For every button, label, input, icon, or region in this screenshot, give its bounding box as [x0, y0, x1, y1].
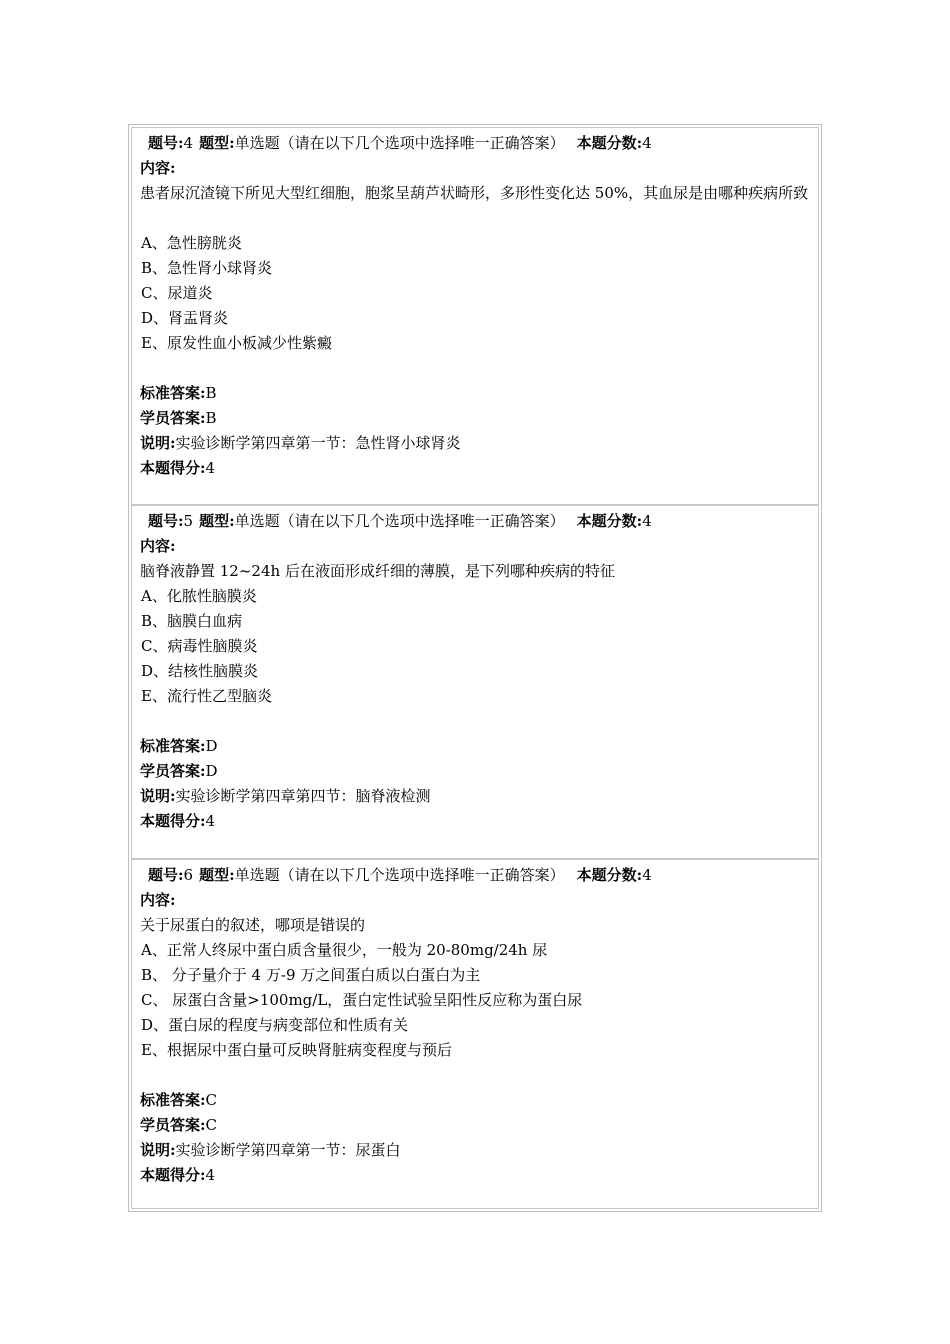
standard-answer: 标准答案:B — [140, 384, 217, 402]
explanation: 说明:实验诊断学第四章第一节：尿蛋白 — [140, 1141, 401, 1159]
option-c: C、 尿蛋白含量>100mg/L，蛋白定性试验呈阳性反应称为蛋白尿 — [141, 991, 583, 1009]
question-score: 4 — [642, 512, 652, 530]
question-content: 关于尿蛋白的叙述，哪项是错误的 — [140, 916, 366, 934]
content-label: 内容: — [140, 537, 176, 555]
question-number: 5 — [183, 512, 194, 530]
question-header: 题号:5 题型:单选题（请在以下几个选项中选择唯一正确答案） 本题分数:4 — [148, 512, 652, 530]
score-received: 本题得分:4 — [140, 459, 216, 477]
standard-answer: 标准答案:D — [140, 737, 218, 755]
option-b: B、脑膜白血病 — [141, 612, 243, 630]
question-panel — [131, 859, 819, 1209]
question-type: 单选题（请在以下几个选项中选择唯一正确答案） — [234, 134, 565, 152]
option-a: A、正常人终尿中蛋白质含量很少，一般为 20-80mg/24h 尿 — [141, 941, 548, 959]
content-label: 内容: — [140, 159, 176, 177]
option-a: A、化脓性脑膜炎 — [141, 587, 257, 605]
student-answer: 学员答案:B — [140, 409, 217, 427]
student-answer: 学员答案:D — [140, 762, 218, 780]
option-e: E、原发性血小板减少性紫癜 — [141, 334, 332, 352]
explanation: 说明:实验诊断学第四章第四节：脑脊液检测 — [140, 787, 431, 805]
question-type: 单选题（请在以下几个选项中选择唯一正确答案） — [234, 512, 565, 530]
question-number: 6 — [183, 866, 194, 884]
option-e: E、流行性乙型脑炎 — [141, 687, 272, 705]
option-c: C、尿道炎 — [141, 284, 213, 302]
question-number: 4 — [183, 134, 194, 152]
option-d: D、结核性脑膜炎 — [141, 662, 259, 680]
question-content: 脑脊液静置 12~24h 后在液面形成纤细的薄膜，是下列哪种疾病的特征 — [140, 562, 615, 580]
explanation: 说明:实验诊断学第四章第一节：急性肾小球肾炎 — [140, 434, 461, 452]
exam-results-table — [128, 124, 822, 1212]
option-b: B、 分子量介于 4 万-9 万之间蛋白质以白蛋白为主 — [141, 966, 481, 984]
standard-answer: 标准答案:C — [140, 1091, 218, 1109]
option-c: C、病毒性脑膜炎 — [141, 637, 258, 655]
student-answer: 学员答案:C — [140, 1116, 218, 1134]
question-score: 4 — [642, 866, 652, 884]
question-content: 患者尿沉渣镜下所见大型红细胞，胞浆呈葫芦状畸形，多形性变化达 50%，其血尿是由哪种疾病所致 — [140, 184, 809, 202]
question-header: 题号:6 题型:单选题（请在以下几个选项中选择唯一正确答案） 本题分数:4 — [148, 866, 652, 884]
option-d: D、蛋白尿的程度与病变部位和性质有关 — [141, 1016, 409, 1034]
option-d: D、肾盂肾炎 — [141, 309, 229, 327]
content-label: 内容: — [140, 891, 176, 909]
question-header: 题号:4 题型:单选题（请在以下几个选项中选择唯一正确答案） 本题分数:4 — [148, 134, 652, 152]
option-b: B、急性肾小球肾炎 — [141, 259, 273, 277]
question-type: 单选题（请在以下几个选项中选择唯一正确答案） — [234, 866, 565, 884]
option-a: A、急性膀胱炎 — [141, 234, 242, 252]
question-panel — [131, 127, 819, 505]
question-score: 4 — [642, 134, 652, 152]
question-panel — [131, 505, 819, 859]
score-received: 本题得分:4 — [140, 812, 216, 830]
option-e: E、根据尿中蛋白量可反映肾脏病变程度与预后 — [141, 1041, 452, 1059]
score-received: 本题得分:4 — [140, 1166, 216, 1184]
